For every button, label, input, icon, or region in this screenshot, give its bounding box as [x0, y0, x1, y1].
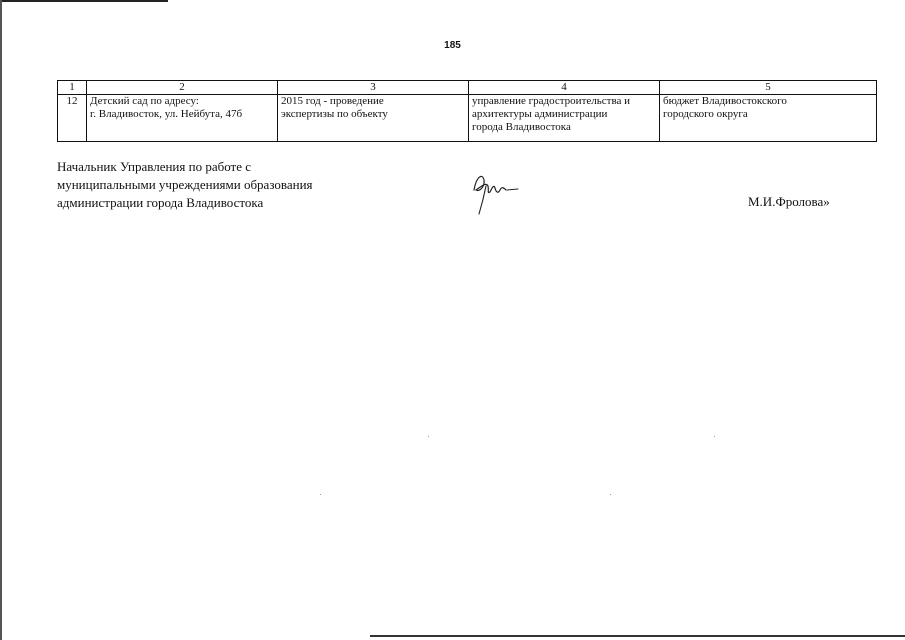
scan-speck: [320, 494, 321, 495]
scan-speck: [714, 436, 715, 437]
column-header: 2: [87, 81, 278, 95]
column-header: 4: [469, 81, 660, 95]
signer-position: [57, 158, 313, 212]
column-header: 5: [660, 81, 877, 95]
signer-position-line: Начальник Управления по работе с: [57, 159, 252, 174]
signer-position-line: администрации города Владивостока: [57, 195, 264, 210]
table-header-row: [58, 81, 877, 95]
page-number: 185: [444, 40, 461, 51]
scan-edge-left: [0, 0, 2, 640]
scan-edge-top: [0, 0, 168, 2]
column-header: 1: [58, 81, 87, 95]
scan-edge-bottom: [370, 635, 905, 637]
signer-name: М.И.Фролова»: [748, 194, 830, 209]
responsible-cell: управление градостроительства и архитектуры администрации города Владивостока: [469, 95, 660, 142]
action-cell: 2015 год - проведение экспертизы по объекту: [278, 95, 469, 142]
object-cell: Детский сад по адресу: г. Владивосток, ул. Нейбута, 47б: [87, 95, 278, 142]
signer-position-line: муниципальными учреждениями образования: [57, 177, 313, 192]
column-header: 3: [278, 81, 469, 95]
scan-speck: [610, 494, 611, 495]
funding-cell: бюджет Владивостокского городского округа: [660, 95, 877, 142]
plan-table: [57, 80, 877, 142]
table-row: [58, 95, 877, 142]
scan-speck: [428, 436, 429, 437]
row-number-cell: 12: [58, 95, 87, 142]
handwritten-signature: [462, 164, 522, 216]
